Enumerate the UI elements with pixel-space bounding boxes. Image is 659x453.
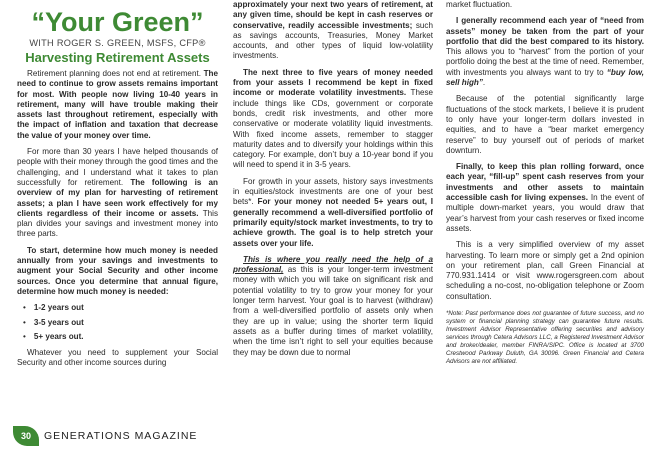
paragraph: Whatever you need to supplement your Social Security and other income sources during — [17, 348, 218, 368]
paragraph: This is a very simplified overview of my asset harvesting. To learn more or simply get a 2nd opinion on your retirement plan, call Green Financial at 770.931.1414 or visit www.rogersgreen.com about scheduling a no-cost, no-obligation telephone or Zoom consultation. — [446, 240, 644, 301]
paragraph: To start, determine how much money is needed annually from your savings and investments to augment your Social Security and other income sources. Once you determine that annual figure, determine how much money is needed: — [17, 245, 218, 296]
paragraph: approximately your next two years of retirement, at any given time, should be kept in cash reserves or conservative, readily accessible investments; such as savings accounts, Treasuries, Money Market accounts, and other types of liquid low-volatility investments. — [233, 0, 433, 61]
article-subtitle: Harvesting Retirement Assets — [25, 50, 210, 65]
paragraph: For more than 30 years I have helped thousands of people with their money through the good times and the challenging, and I understand what it takes to plan successfully for retirement. The following is an overview of my plan for harvesting of retirement assets; a plan I have seen work effectively for my clients regardless of their income or assets. This plan divides your savings and investment money into three parts. — [17, 147, 218, 239]
paragraph: I generally recommend each year of “need from assets” money be taken from the part of your portfolio that did the best compared to its history. This allows you to “harvest” from the portion of your portfolio doing the best at the time of need. Remember, with investments you always want to try to “buy low, sell high”. — [446, 16, 644, 88]
list-item: • 3-5 years out — [23, 318, 218, 328]
page-number: 30 — [20, 431, 31, 441]
author-byline: WITH ROGER S. GREEN, MSFS, CFP® — [29, 38, 206, 48]
list-item: • 5+ years out. — [23, 332, 218, 342]
magazine-name: GENERATIONS MAGAZINE — [44, 430, 198, 442]
column-title: “Your Green” — [31, 7, 204, 37]
paragraph: For growth in your assets, history says investments in equities/stock investments are one of your best bets*. For your money not needed 5+ years out, I generally recommend a well-diversified portfolio of primarily equity/stock market investments, to try to achieve growth. The goal is to help stretch your assets over your life. — [233, 176, 433, 248]
bullet-list — [17, 303, 218, 342]
paragraph: This is where you really need the help of a professional, as this is your longer-term investment money with which you will take on significant risk and potential volatility to try to grow your money for your longer term harvest. Your goal is to harvest (withdraw) from a well-diversified portfolio of assets only when they are up in value; using the shorter term liquid assets as a buffer during times of market volatility, when the time isn’t right to sell your equities because they may be down due to normal — [233, 254, 433, 357]
disclaimer-note: *Note: Past performance does not guarantee of future success, and no system or financial planning strategy can guarantee future results. Investment Advisor Representative offering securities and advisory services through Cetera Advisors LLC, a Registered Investment Advisor and broker/dealer, member FINRA/SIPC. Office is located at 3700 Crestwood Parkway Duluth, GA 30096. Green Financial and Cetera Advisors are not affiliated. — [446, 310, 644, 366]
leaf-icon — [13, 426, 39, 446]
paragraph: Finally, to keep this plan rolling forward, once each year, “fill-up” spent cash reserves from your investments and other assets to maintain accessible cash for living expenses. In the event of multiple down-market years, you would draw that year’s harvest from your cash reserves or fixed income assets. — [446, 162, 645, 233]
paragraph: Retirement planning does not end at retirement. The need to continue to grow assets remains important for most. With people now living 10-40 years in retirement, many will have trouble making their assets last throughout retirement, especially with the impact of inflation and taxation that decrease the value of your money over time. — [17, 69, 218, 140]
paragraph: Because of the potential significantly large fluctuations of the stock markets, I believe it is prudent to only have your longer-term dollars invested in equities, and to have a “bear market emergency reserve” to buy yourself out of periods of market downturn. — [446, 94, 644, 155]
column-1 — [17, 0, 218, 375]
column-3 — [446, 0, 644, 366]
paragraph: The next three to five years of money needed from your assets I recommend be kept in fixed income or moderate volatility investments. These include things like CDs, government or corporate bonds, credit risk investments, and other more conservative or moderate volatility liquid investments. With fixed income assets, remember to stagger maturity dates and to diversify your holdings within this category. For example, don’t buy a 10-year bond if you will need to spend it in 3-5 years. — [233, 67, 433, 170]
paragraph: market fluctuation. — [446, 0, 513, 9]
column-2 — [233, 0, 433, 364]
page-footer — [13, 425, 197, 447]
list-item: • 1-2 years out — [23, 303, 218, 313]
